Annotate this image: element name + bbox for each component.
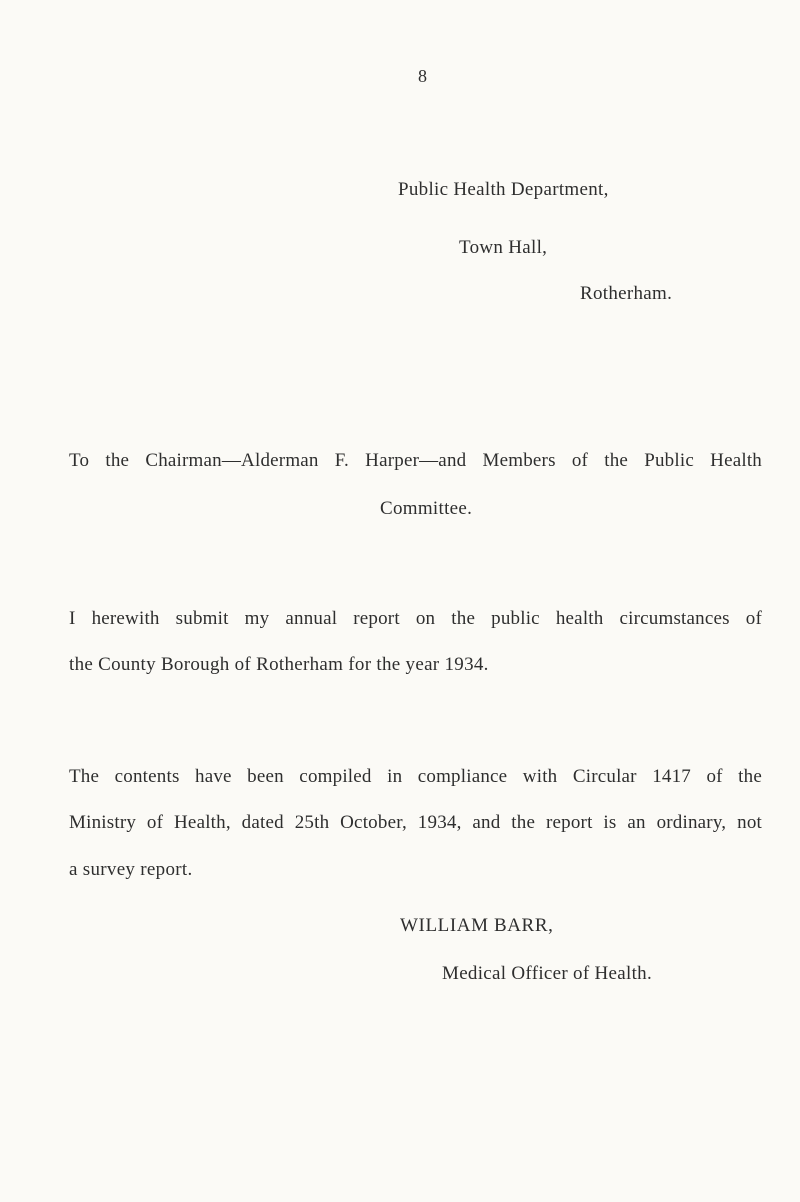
signatory-name: WILLIAM BARR, <box>400 915 554 936</box>
paragraph-2-line-3: a survey report. <box>69 859 193 880</box>
paragraph-1-line-2: the County Borough of Rotherham for the year 1934. <box>69 654 489 675</box>
salutation-line-1: To the Chairman—Alderman F. Harper—and Members of the Public Health <box>69 450 762 471</box>
signatory-title: Medical Officer of Health. <box>442 963 653 984</box>
paragraph-1-line-1: I herewith submit my annual report on the public health circumstances of <box>69 608 762 629</box>
address-line-town: Rotherham. <box>580 283 673 304</box>
page-number: 8 <box>418 66 428 86</box>
paragraph-2-line-2: Ministry of Health, dated 25th October, 1934, and the report is an ordinary, not <box>69 812 762 833</box>
address-line-department: Public Health Department, <box>398 179 609 200</box>
address-line-building: Town Hall, <box>459 237 548 258</box>
paragraph-2-line-1: The contents have been compiled in compliance with Circular 1417 of the <box>69 766 762 787</box>
salutation-line-2: Committee. <box>380 498 473 519</box>
